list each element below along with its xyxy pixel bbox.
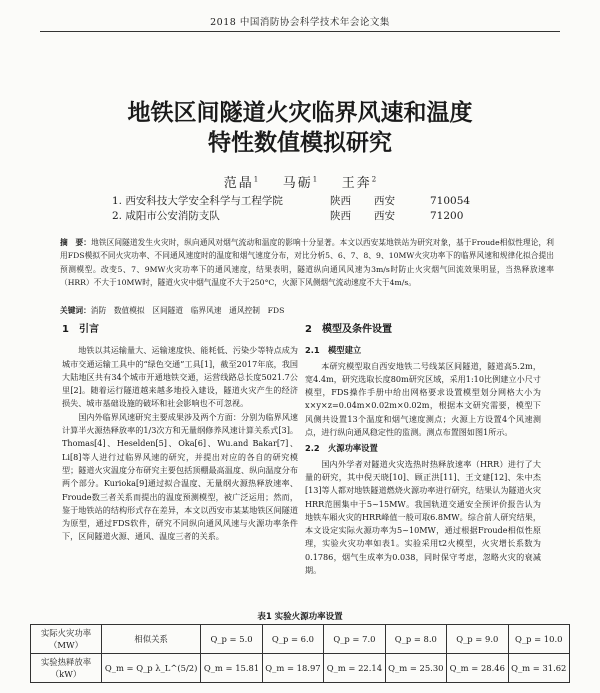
author-sup: 1 bbox=[312, 175, 318, 184]
table-cell: Q_m = 28.46 bbox=[447, 654, 508, 683]
table-cell: Q_p = 6.0 bbox=[262, 625, 323, 654]
table-row bbox=[31, 654, 570, 683]
affiliation-zip: 710054 bbox=[430, 195, 471, 207]
table-cell: Q_m = 25.30 bbox=[385, 654, 446, 683]
affiliation-zip: 71200 bbox=[430, 210, 464, 222]
keywords-text: 消防 数值模拟 区间隧道 临界风速 通风控制 FDS bbox=[90, 306, 285, 315]
left-column bbox=[62, 323, 298, 544]
subsection-heading: 2.2 火源功率设置 bbox=[305, 443, 378, 454]
affiliation-province: 陕西 bbox=[330, 210, 351, 222]
author-name: 范晶 bbox=[223, 176, 254, 191]
section-heading: 1 引言 bbox=[62, 324, 99, 335]
table-cell: 实验热释放率（kW） bbox=[31, 654, 102, 683]
author-sup: 2 bbox=[371, 175, 377, 184]
affiliation-province: 陕西 bbox=[330, 195, 351, 207]
title-line-2: 特性数值模拟研究 bbox=[208, 130, 392, 156]
table-caption: 表1 实验火源功率设置 bbox=[257, 612, 343, 622]
table-cell: 实际火灾功率（MW） bbox=[31, 625, 102, 654]
abstract-label: 摘 要： bbox=[60, 238, 92, 247]
affiliation-1 bbox=[112, 193, 512, 208]
paragraph: 地铁以其运输量大、运输速度快、能耗低、污染少等特点成为城市交通运输工具中的“绿色交通”工具[1]，截至2017年底，我国大陆地区共有34个城市开通地铁交通，运营线路总长度5021.7公里[2]。随着运行隧道越来越多地投入建设，隧道火灾产生的经济损失、城市基础设施的破坏和社会影响也不可忽视。 bbox=[62, 345, 298, 409]
abstract bbox=[60, 236, 554, 290]
running-header: 2018 中国消防协会科学技术年会论文集 bbox=[210, 17, 390, 28]
fire-power-table bbox=[30, 624, 570, 683]
header-rule bbox=[40, 31, 560, 32]
affiliation-name: 2. 咸阳市公安消防支队 bbox=[112, 210, 220, 222]
paper-title bbox=[60, 98, 540, 158]
table-cell: Q_m = 22.14 bbox=[324, 654, 385, 683]
paragraph: 国内外学者对隧道火灾选热时热释放速率（HRR）进行了大量的研究，其中倪天晓[10]、顾正洪[11]、王文建[12]、朱中杰[13]等人都对地铁隧道燃烧火源功率进行研究，结果认为隧道火灾HRR范围集中于5~15MW。我国轨道交通安全预评价报告认为地铁车厢火灾的HRR峰值一般可取6.8MW。综合前人研究结果，本文设定实际火源功率为5~10MW，通过根据Froude相似性原理，实验火灾功率如表1。实验采用t2火模型，火灾增长系数为0.1786，烟气生成率为0.038，同时保守考虑，忽略火灾的衰减期。 bbox=[305, 458, 541, 576]
table-cell: Q_p = 5.0 bbox=[201, 625, 262, 654]
table-cell: Q_p = 8.0 bbox=[385, 625, 446, 654]
table-row bbox=[31, 625, 570, 654]
keywords-label: 关键词： bbox=[60, 306, 91, 315]
table-cell: Q_m = 15.81 bbox=[201, 654, 262, 683]
table-cell: Q_p = 7.0 bbox=[324, 625, 385, 654]
table-cell: Q_p = 9.0 bbox=[447, 625, 508, 654]
paragraph: 国内外临界风速研究主要成果涉及两个方面：分别为临界风速计算半火源热释放率的1/3次方和无量纲修养风速计算关系式[3]。Thomas[4]、Heselden[5]、Oka[6]、Wu.and Bakar[7]、Li[8]等人进行过临界风速的研究，并提出对应的各自的研究模型；隧道火灾温度分布研究主要包括顶棚最高温度、纵向温度分布两个部分。Kurioka[9]通过拟合温度、无量纲火源热释放速率、Froude数三者关系而提出的温度预测模型，被广泛运用；然而，鉴于地铁站的结构形式存在差异，本文以西安市某某地铁区间隧道为原型，通过FDS软件，研究不同纵向通风风速与火源功率条件下，区间隧道火源、通风、温度三者的关系。 bbox=[62, 411, 298, 542]
abstract-text: 地铁区间隧道发生火灾时，纵向通风对烟气流动和温度的影响十分显著。本文以西安某地铁站为研究对象，基于Froude相似性理论，利用FDS模拟不同火灾功率、不同通风速度时的温度和烟气速度分布，对比分析5、6、7、8、9、10MW火灾功率下的临界风速和规律化拟合提出预测模型。改变5、7、9MW火灾功率下的通风速度，结果表明，隧道纵向通风风速为3m/s时防止火灾烟气回流效果明显，当热释放速率（HRR）不大于10MW时，隧道火灾中烟气温度不大于250°C，火源下风侧烟气流动速度不大于4m/s。 bbox=[60, 238, 554, 288]
author-sup: 1 bbox=[253, 175, 259, 184]
subsection-heading: 2.1 模型建立 bbox=[305, 345, 362, 356]
table-cell: 相似关系 bbox=[102, 625, 201, 654]
affiliation-2 bbox=[112, 208, 512, 223]
author-name: 王奔 bbox=[341, 176, 372, 191]
table-cell: Q_p = 10.0 bbox=[508, 625, 570, 654]
author-name: 马砺 bbox=[282, 176, 313, 191]
keywords bbox=[60, 305, 554, 316]
author-list bbox=[0, 172, 600, 191]
table-cell: Q_m = 31.62 bbox=[508, 654, 570, 683]
table-cell: Q_m = 18.97 bbox=[262, 654, 323, 683]
paragraph: 本研究模型取自西安地铁二号线某区间隧道，隧道高5.2m，宽4.4m，研究选取长度80m研究区域，采用1:10比例建立小尺寸模型，FDS操作手册中给出网格要求设置模型划分网格大小为x×y×z=0.04m×0.02m×0.02m，根据本文研究需要，模型下风侧共设置13个温度和烟气速度测点；火源上方设置4个风速测点，进行纵向通风稳定性的监测。测点布置图如图1所示。 bbox=[305, 360, 541, 438]
table-cell: Q_m = Q_p λ_L^(5/2) bbox=[102, 654, 201, 683]
affiliation-city: 西安 bbox=[374, 210, 395, 222]
section-heading: 2 模型及条件设置 bbox=[305, 324, 392, 335]
affiliation-name: 1. 西安科技大学安全科学与工程学院 bbox=[112, 195, 283, 207]
right-column bbox=[305, 323, 541, 577]
title-line-1: 地铁区间隧道火灾临界风速和温度 bbox=[127, 100, 473, 126]
affiliation-city: 西安 bbox=[374, 195, 395, 207]
